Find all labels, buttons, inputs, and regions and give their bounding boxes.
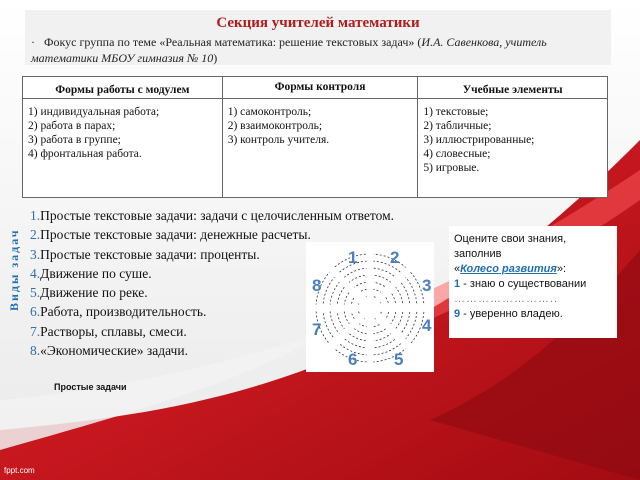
list-item: 4) фронтальная работа. [28,148,142,160]
wheel-graphic [306,242,434,372]
wheel-number: 1 [348,248,358,267]
task-item: 7.Растворы, сплавы, смеси. [30,323,187,339]
task-item: 1.Простые текстовые задачи: задачи с целочисленным ответом. [30,208,395,223]
task-item: 4.Движение по суше. [30,265,152,281]
list-item: 2) взаимоконтроль; [227,120,323,132]
subtitle-end: ) [213,51,218,65]
subtitle-bullet: · [31,35,35,49]
wheel-number: 2 [390,248,400,267]
assessment-intro: Оцените свои знания, заполнив [454,233,567,260]
list-item: 3) работа в группе; [28,134,121,146]
wheel-link[interactable]: Колесо развития [460,263,557,275]
wheel-number: 6 [348,350,358,369]
subtitle-author: И.А. Савенкова, учитель математики МБОУ гимназия № 10 [31,35,547,65]
list-item: 5) игровые. [423,162,480,174]
wheel-number: 4 [422,316,432,335]
list-item: 1) текстовые; [423,106,489,118]
task-item: 5.Движение по реке. [30,285,148,301]
assessment-level-high: 9 - уверенно владею. [454,308,563,320]
table-cell-learning-elements [418,99,608,198]
list-item: 3) иллюстрированные; [423,134,535,146]
wheel-number: 8 [312,276,322,295]
list-item: 2) работа в парах; [28,120,116,132]
table-cell-work-forms [23,99,223,198]
assessment-dots: …………………….. [454,293,559,305]
list-item: 1) индивидуальная работа; [28,106,160,118]
table-header-cell: Учебные элементы [418,77,608,99]
wheel-number: 5 [394,350,404,369]
table-header-cell: Формы контроля [222,77,418,99]
table-header-cell: Формы работы с модулем [23,77,223,99]
task-item: 2.Простые текстовые задачи: денежные расчеты. [30,227,311,243]
table-cell-control-forms [222,99,418,198]
assessment-link-line: «Колесо развития»: [454,263,567,275]
task-item: 6.Работа, производительность. [30,304,207,320]
subtitle [31,34,605,66]
list-item: 4) словесные; [423,148,491,160]
table-row [23,99,608,198]
list-item: 2) табличные; [423,120,492,132]
subtitle-main: Фокус группа по теме «Реальная математика: решение текстовых задач» ( [44,35,422,49]
task-item: 8.«Экономические» задачи. [30,343,188,359]
wheel-number: 7 [312,320,322,339]
site-logo: fppt.com [4,466,35,475]
development-wheel[interactable] [306,242,434,372]
header-box [25,10,611,65]
assessment-level-low: 1 - знаю о существовании [454,278,587,290]
list-item: 1) самоконтроль; [227,106,312,118]
simple-tasks-label: Простые задачи [54,382,127,392]
assessment-box [449,226,617,338]
list-item: 3) контроль учителя. [227,134,330,146]
page-title: Секция учителей математики [216,15,420,31]
task-types-label: Виды задач [7,228,21,312]
wheel-number: 3 [422,276,432,295]
forms-table [22,76,608,198]
task-item: 3.Простые текстовые задачи: проценты. [30,246,260,262]
table-header-row [23,77,608,99]
